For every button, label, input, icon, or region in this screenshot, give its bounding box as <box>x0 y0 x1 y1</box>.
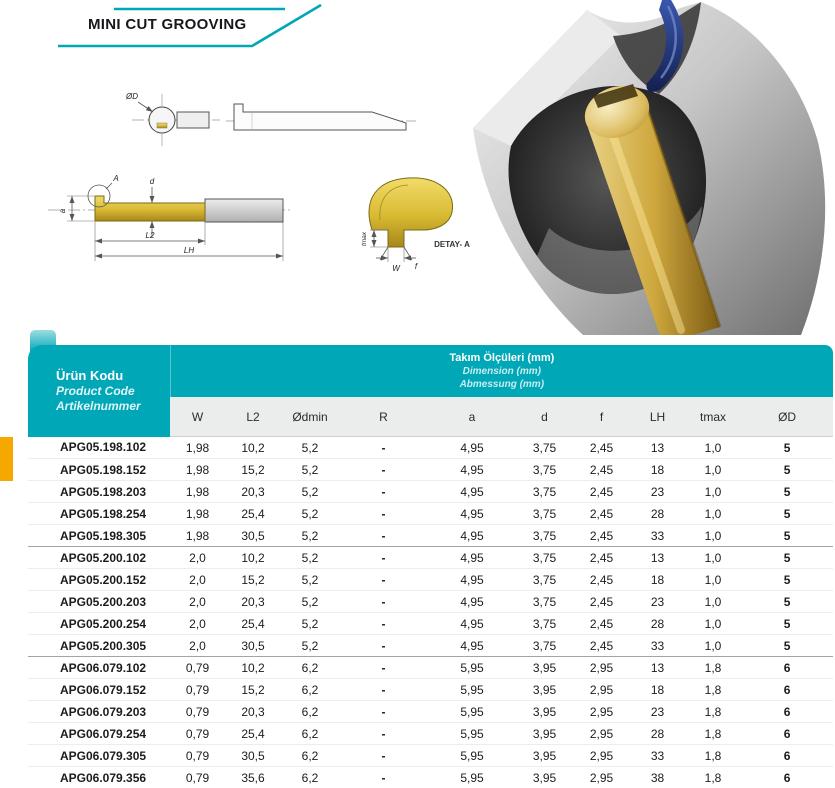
value-cell: 4,95 <box>428 503 516 525</box>
value-cell: 30,5 <box>225 745 281 767</box>
value-cell: 5,95 <box>428 657 516 679</box>
value-cell: 0,79 <box>170 679 225 701</box>
dim-d-label: d <box>149 177 155 186</box>
dimensioned-view-drawing <box>48 174 290 261</box>
od-label: ØD <box>126 92 138 101</box>
value-cell: 1,8 <box>685 767 741 788</box>
value-cell: 2,45 <box>573 459 630 481</box>
value-cell: 5 <box>741 613 833 635</box>
value-cell: 2,0 <box>170 569 225 591</box>
table-row <box>28 569 833 591</box>
page-title: MINI CUT GROOVING <box>88 16 247 33</box>
value-cell: 6 <box>741 701 833 723</box>
technical-drawings <box>40 80 480 290</box>
value-cell: 5,95 <box>428 767 516 788</box>
product-code-cell: APG06.079.102 <box>28 657 170 679</box>
value-cell: 0,79 <box>170 701 225 723</box>
value-cell: 3,75 <box>516 437 573 459</box>
value-cell: 3,75 <box>516 591 573 613</box>
value-cell: 2,95 <box>573 767 630 788</box>
value-cell: 3,75 <box>516 569 573 591</box>
value-cell: 3,75 <box>516 525 573 547</box>
dimensions-header-de: Abmessung (mm) <box>459 379 545 391</box>
value-cell: 5,2 <box>281 437 339 459</box>
value-cell: - <box>339 547 428 569</box>
value-cell: 1,8 <box>685 723 741 745</box>
value-cell: 5,95 <box>428 679 516 701</box>
value-cell: 3,95 <box>516 701 573 723</box>
detail-a-marker: A <box>113 174 119 183</box>
value-cell: 25,4 <box>225 613 281 635</box>
value-cell: 33 <box>630 745 685 767</box>
column-header-d: d <box>516 397 573 437</box>
product-code-cell: APG05.198.152 <box>28 459 170 481</box>
value-cell: 23 <box>630 591 685 613</box>
value-cell: 2,45 <box>573 635 630 657</box>
dimensions-header-tr: Takım Ölçüleri (mm) <box>449 351 555 364</box>
value-cell: 1,0 <box>685 613 741 635</box>
dim-a-label: a <box>58 208 67 214</box>
value-cell: 1,8 <box>685 679 741 701</box>
value-cell: 1,0 <box>685 591 741 613</box>
value-cell: 2,45 <box>573 503 630 525</box>
front-view-drawing <box>125 92 220 146</box>
value-cell: 1,0 <box>685 437 741 459</box>
dim-lh-label: LH <box>183 246 195 255</box>
value-cell: 2,45 <box>573 525 630 547</box>
product-code-cell: APG06.079.305 <box>28 745 170 767</box>
product-code-cell: APG06.079.254 <box>28 723 170 745</box>
value-cell: 5,2 <box>281 525 339 547</box>
table-row <box>28 503 833 525</box>
value-cell: 13 <box>630 657 685 679</box>
value-cell: - <box>339 481 428 503</box>
value-cell: - <box>339 591 428 613</box>
value-cell: 6 <box>741 767 833 788</box>
value-cell: 2,45 <box>573 437 630 459</box>
product-code-cell: APG05.198.305 <box>28 525 170 547</box>
value-cell: 28 <box>630 503 685 525</box>
value-cell: 3,75 <box>516 547 573 569</box>
value-cell: 30,5 <box>225 525 281 547</box>
table-row <box>28 459 833 481</box>
value-cell: 2,95 <box>573 701 630 723</box>
value-cell: 5,95 <box>428 701 516 723</box>
value-cell: 3,95 <box>516 679 573 701</box>
product-code-cell: APG05.200.254 <box>28 613 170 635</box>
page-edge-tab <box>0 437 13 481</box>
product-code-header <box>28 345 170 437</box>
value-cell: 6,2 <box>281 767 339 788</box>
column-header-od: ØD <box>741 397 833 437</box>
value-cell: 38 <box>630 767 685 788</box>
product-code-cell: APG05.198.203 <box>28 481 170 503</box>
value-cell: 2,95 <box>573 657 630 679</box>
value-cell: 1,98 <box>170 459 225 481</box>
value-cell: 25,4 <box>225 503 281 525</box>
value-cell: 6,2 <box>281 657 339 679</box>
column-header-f: f <box>573 397 630 437</box>
value-cell: 2,45 <box>573 481 630 503</box>
tool-side-outline <box>234 104 406 130</box>
value-cell: 4,95 <box>428 437 516 459</box>
value-cell: 6,2 <box>281 723 339 745</box>
dimensions-header-en: Dimension (mm) <box>462 366 541 378</box>
value-cell: 3,75 <box>516 635 573 657</box>
tool-front-circle <box>149 107 175 133</box>
dim-l2-label: L2 <box>145 231 155 240</box>
value-cell: - <box>339 701 428 723</box>
value-cell: - <box>339 657 428 679</box>
table-row <box>28 481 833 503</box>
value-cell: - <box>339 745 428 767</box>
table-row <box>28 613 833 635</box>
value-cell: 5,2 <box>281 503 339 525</box>
value-cell: 5,2 <box>281 481 339 503</box>
value-cell: 4,95 <box>428 481 516 503</box>
table-row <box>28 437 833 459</box>
value-cell: 1,98 <box>170 503 225 525</box>
column-header-odmin: Ødmin <box>281 397 339 437</box>
product-code-cell: APG06.079.356 <box>28 767 170 788</box>
value-cell: 18 <box>630 569 685 591</box>
value-cell: 15,2 <box>225 459 281 481</box>
value-cell: 1,8 <box>685 657 741 679</box>
side-view-drawing <box>226 104 416 130</box>
value-cell: 6,2 <box>281 679 339 701</box>
product-code-cell: APG06.079.152 <box>28 679 170 701</box>
table-row <box>28 767 833 788</box>
value-cell: 1,8 <box>685 701 741 723</box>
value-cell: 3,75 <box>516 459 573 481</box>
product-header-tr: Ürün Kodu <box>56 367 124 383</box>
insert-profile <box>369 178 453 247</box>
value-cell: - <box>339 525 428 547</box>
value-cell: - <box>339 635 428 657</box>
value-cell: 2,0 <box>170 635 225 657</box>
value-cell: 20,3 <box>225 701 281 723</box>
value-cell: 10,2 <box>225 547 281 569</box>
value-cell: 4,95 <box>428 569 516 591</box>
value-cell: 2,95 <box>573 679 630 701</box>
value-cell: 28 <box>630 613 685 635</box>
value-cell: 5,95 <box>428 745 516 767</box>
value-cell: - <box>339 459 428 481</box>
value-cell: 2,45 <box>573 569 630 591</box>
product-header-en: Product Code <box>56 383 135 398</box>
value-cell: 5 <box>741 437 833 459</box>
product-code-cell: APG05.200.102 <box>28 547 170 569</box>
tool-shank <box>205 199 283 222</box>
table-row <box>28 635 833 657</box>
value-cell: - <box>339 679 428 701</box>
value-cell: 5,2 <box>281 569 339 591</box>
value-cell: 4,95 <box>428 591 516 613</box>
value-cell: - <box>339 437 428 459</box>
value-cell: 35,6 <box>225 767 281 788</box>
value-cell: 2,95 <box>573 723 630 745</box>
value-cell: - <box>339 613 428 635</box>
value-cell: 10,2 <box>225 657 281 679</box>
dim-f-label: f <box>414 262 418 271</box>
value-cell: 13 <box>630 437 685 459</box>
value-cell: 0,79 <box>170 745 225 767</box>
value-cell: 28 <box>630 723 685 745</box>
value-cell: 1,0 <box>685 635 741 657</box>
table-row <box>28 701 833 723</box>
dim-w-label: W <box>392 264 400 273</box>
value-cell: 33 <box>630 635 685 657</box>
spec-table-body <box>28 437 833 788</box>
value-cell: 5,2 <box>281 591 339 613</box>
product-code-cell: APG05.200.203 <box>28 591 170 613</box>
value-cell: 25,4 <box>225 723 281 745</box>
tool-front-shank <box>177 112 209 128</box>
value-cell: 3,75 <box>516 613 573 635</box>
table-row <box>28 723 833 745</box>
table-row <box>28 591 833 613</box>
value-cell: 0,79 <box>170 723 225 745</box>
value-cell: 4,95 <box>428 459 516 481</box>
value-cell: - <box>339 723 428 745</box>
value-cell: 6,2 <box>281 745 339 767</box>
value-cell: 20,3 <box>225 481 281 503</box>
value-cell: - <box>339 503 428 525</box>
product-code-cell: APG05.198.254 <box>28 503 170 525</box>
value-cell: 1,98 <box>170 437 225 459</box>
value-cell: 1,0 <box>685 525 741 547</box>
table-row <box>28 679 833 701</box>
value-cell: 5,95 <box>428 723 516 745</box>
value-cell: 2,0 <box>170 613 225 635</box>
value-cell: 0,79 <box>170 767 225 788</box>
value-cell: 5 <box>741 569 833 591</box>
spec-table <box>28 345 833 788</box>
value-cell: 3,95 <box>516 745 573 767</box>
value-cell: 5,2 <box>281 613 339 635</box>
value-cell: 3,95 <box>516 767 573 788</box>
detail-view-title: DETAY- A <box>434 240 470 249</box>
value-cell: 5 <box>741 481 833 503</box>
value-cell: - <box>339 569 428 591</box>
column-header-a: a <box>428 397 516 437</box>
product-code-cell: APG05.200.152 <box>28 569 170 591</box>
value-cell: 6 <box>741 723 833 745</box>
table-row <box>28 525 833 547</box>
value-cell: 18 <box>630 679 685 701</box>
value-cell: 2,0 <box>170 547 225 569</box>
value-cell: 2,45 <box>573 613 630 635</box>
value-cell: 2,45 <box>573 591 630 613</box>
value-cell: 6,2 <box>281 701 339 723</box>
value-cell: 6 <box>741 679 833 701</box>
product-code-cell: APG05.198.102 <box>28 437 170 459</box>
product-code-cell: APG06.079.203 <box>28 701 170 723</box>
value-cell: 5 <box>741 547 833 569</box>
value-cell: 1,98 <box>170 525 225 547</box>
value-cell: 1,0 <box>685 503 741 525</box>
value-cell: 3,95 <box>516 657 573 679</box>
value-cell: 3,75 <box>516 503 573 525</box>
value-cell: 13 <box>630 547 685 569</box>
value-cell: 5 <box>741 459 833 481</box>
product-header-de: Artikelnummer <box>56 398 141 413</box>
value-cell: 15,2 <box>225 679 281 701</box>
value-cell: 23 <box>630 481 685 503</box>
value-cell: 1,98 <box>170 481 225 503</box>
value-cell: 5 <box>741 503 833 525</box>
table-row <box>28 547 833 569</box>
column-header-l2: L2 <box>225 397 281 437</box>
column-header-w: W <box>170 397 225 437</box>
value-cell: 4,95 <box>428 547 516 569</box>
value-cell: 6 <box>741 745 833 767</box>
tool-3d-render <box>465 0 835 335</box>
value-cell: 3,75 <box>516 481 573 503</box>
column-header-tmax: tmax <box>685 397 741 437</box>
value-cell: 1,0 <box>685 569 741 591</box>
column-header-r: R <box>339 397 428 437</box>
dimensions-header <box>170 345 833 397</box>
value-cell: 2,95 <box>573 745 630 767</box>
value-cell: 33 <box>630 525 685 547</box>
value-cell: 1,0 <box>685 481 741 503</box>
value-cell: 4,95 <box>428 525 516 547</box>
value-cell: 2,0 <box>170 591 225 613</box>
dim-tmax-label: tmax <box>361 231 368 247</box>
value-cell: 18 <box>630 459 685 481</box>
value-cell: 1,0 <box>685 459 741 481</box>
value-cell: 2,45 <box>573 547 630 569</box>
value-cell: 6 <box>741 657 833 679</box>
value-cell: 1,8 <box>685 745 741 767</box>
tool-holder-gold <box>95 196 205 221</box>
value-cell: 5 <box>741 525 833 547</box>
value-cell: 15,2 <box>225 569 281 591</box>
value-cell: 3,95 <box>516 723 573 745</box>
table-row <box>28 745 833 767</box>
value-cell: 0,79 <box>170 657 225 679</box>
value-cell: 1,0 <box>685 547 741 569</box>
value-cell: - <box>339 767 428 788</box>
table-row <box>28 657 833 679</box>
value-cell: 5 <box>741 635 833 657</box>
value-cell: 4,95 <box>428 635 516 657</box>
value-cell: 10,2 <box>225 437 281 459</box>
value-cell: 5,2 <box>281 547 339 569</box>
product-code-cell: APG05.200.305 <box>28 635 170 657</box>
value-cell: 4,95 <box>428 613 516 635</box>
value-cell: 30,5 <box>225 635 281 657</box>
value-cell: 5 <box>741 591 833 613</box>
value-cell: 5,2 <box>281 459 339 481</box>
detail-a-drawing <box>361 178 470 273</box>
value-cell: 20,3 <box>225 591 281 613</box>
column-header-lh: LH <box>630 397 685 437</box>
value-cell: 23 <box>630 701 685 723</box>
value-cell: 5,2 <box>281 635 339 657</box>
